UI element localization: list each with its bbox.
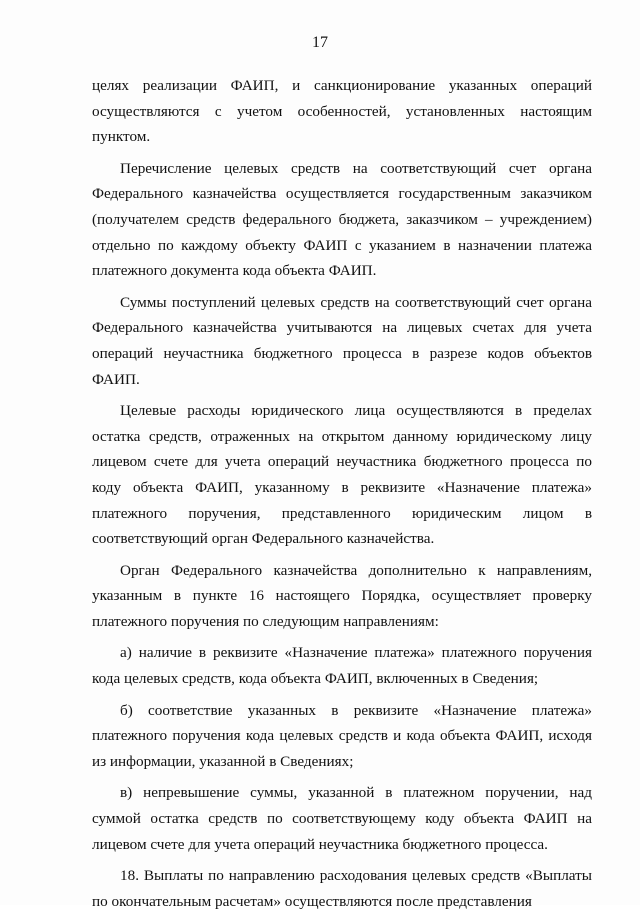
- paragraph-expenses: Целевые расходы юридического лица осуществляются в пределах остатка средств, отраженных на открытом данному юридическому лицу лицевом счете для учета операций неучастника бюджетного процесса по коду объекта ФАИП, указанному в реквизите «Назначение платежа» платежного поручения, представленного юридическим лицом в соответствующий орган Федерального казначейства.: [92, 402, 592, 548]
- paragraph-verification: Орган Федерального казначейства дополнительно к направлениям, указанным в пункте 16 настоящего Порядка, осуществляет проверку платежного поручения по следующим направлениям:: [92, 561, 592, 630]
- paragraph-receipts: Суммы поступлений целевых средств на соответствующий счет органа Федерального казначейства учитываются на лицевых счетах для учета операций неучастника бюджетного процесса в разрезе кодов объектов ФАИП.: [92, 293, 592, 388]
- list-item-a: а) наличие в реквизите «Назначение платежа» платежного поручения кода целевых средств, кода объекта ФАИП, включенных в Сведения;: [92, 644, 592, 688]
- paragraph-continuation: целях реализации ФАИП, и санкционирование указанных операций осуществляются с учетом особенностей, установленных настоящим пунктом.: [92, 77, 592, 146]
- list-item-v: в) непревышение суммы, указанной в платежном поручении, над суммой остатка средств по соответствующему коду объекта ФАИП на лицевом счете для учета операций неучастника бюджетного процесса.: [92, 784, 592, 853]
- paragraph-transfer: Перечисление целевых средств на соответствующий счет органа Федерального казначейства осуществляется государственным заказчиком (получателем средств федерального бюджета, заказчиком – учреждением) отдельно по каждому объекту ФАИП с указанием в назначении платежа платежного документа кода объекта ФАИП.: [92, 159, 592, 280]
- paragraph-item-18: 18. Выплаты по направлению расходования целевых средств «Выплаты по окончательным расчетам» осуществляются после представления: [92, 867, 592, 910]
- page-number: 17: [312, 34, 328, 51]
- list-item-b: б) соответствие указанных в реквизите «Назначение платежа» платежного поручения кода целевых средств и кода объекта ФАИП, исходя из информации, указанной в Сведениях;: [92, 701, 592, 770]
- document-body: [92, 73, 592, 920]
